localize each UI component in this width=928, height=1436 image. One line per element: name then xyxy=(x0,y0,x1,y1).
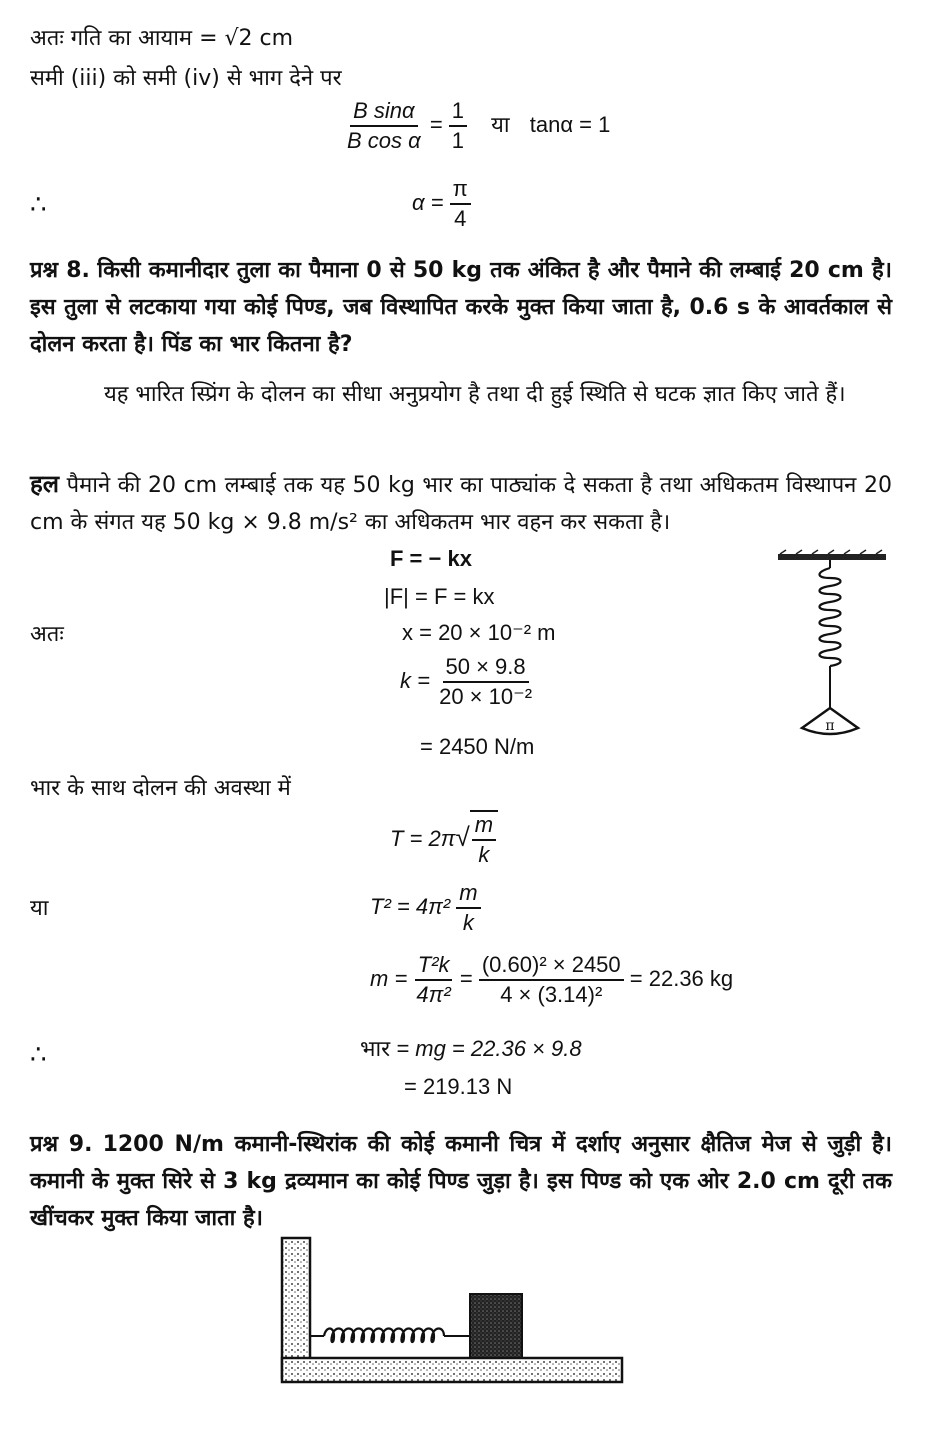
or-word-2: या xyxy=(30,896,49,921)
amplitude-line: अतः गति का आयाम = √2 cm xyxy=(30,26,294,51)
pi-over-4-fraction xyxy=(450,176,471,233)
mass-block xyxy=(470,1294,522,1358)
therefore-symbol-1: ∴ xyxy=(30,190,47,220)
bsin-bcos-fraction xyxy=(344,98,424,155)
fraction-denominator: B cos α xyxy=(347,128,421,154)
fraction-denominator: 1 xyxy=(451,128,465,154)
fraction-numerator: π xyxy=(450,176,471,205)
divide-equations-line: समी (iii) को समी (iv) से भाग देने पर xyxy=(30,66,342,91)
fraction-numerator: 50 × 9.8 xyxy=(443,654,529,683)
therefore-symbol-2: ∴ xyxy=(30,1040,47,1070)
period-equation: T = 2π√ $\frac{m}{k}$ xyxy=(390,810,498,869)
question-9 xyxy=(30,1126,892,1237)
equals-sign: = xyxy=(459,966,473,992)
one-over-one-fraction xyxy=(449,98,467,155)
ceiling-hatching xyxy=(780,550,882,554)
t2k-over-4pi2-fraction xyxy=(413,952,453,1009)
question-9-label: प्रश्न 9. xyxy=(30,1132,93,1157)
question-8-text: किसी कमानीदार तुला का पैमाना 0 से 50 kg तक अंकित है और पैमाने की लम्बाई 20 cm है। इस तुला से लटकाया गया कोई पिण्ड, जब विस्थापित करके मुक्त किया जाता है, 0.6 s के आवर्तकाल से दोलन करता है। पिंड का भार कितना है? xyxy=(30,258,893,357)
question-8-label: प्रश्न 8. xyxy=(30,258,90,283)
k-lhs: k = xyxy=(400,668,430,694)
force-vector-equation: F = − kx xyxy=(390,546,472,571)
fraction-numerator: 1 xyxy=(449,98,467,127)
m-over-k-fraction-2 xyxy=(456,880,480,937)
fraction-denominator: 4 × (3.14)² xyxy=(500,982,603,1008)
solution-label: हल xyxy=(30,470,60,498)
displacement-equation: x = 20 × 10⁻² m xyxy=(402,620,556,645)
k-fraction xyxy=(436,654,535,711)
question-9-text: 1200 N/m कमानी-स्थिरांक की कोई कमानी चित्र में दर्शाए अनुसार क्षैतिज मेज से जुड़ी है। कमानी के मुक्त सिरे से 3 kg द्रव्यमान का कोई पिण्ड जुड़ा है। इस पिण्ड को एक ओर 2.0 cm दूरी तक खींचकर मुक्त किया जाता है। xyxy=(30,1132,892,1231)
m-over-k-fraction xyxy=(472,812,496,869)
fraction-denominator: 20 × 10⁻² xyxy=(439,684,533,710)
hanging-spring-figure xyxy=(772,548,892,748)
fraction-numerator: m xyxy=(456,880,480,909)
numeric-mass-fraction xyxy=(479,952,624,1009)
fraction-numerator: B sinα xyxy=(350,98,417,127)
fraction-denominator: k xyxy=(462,910,474,936)
vertical-spring-coil xyxy=(820,568,841,666)
fraction-denominator: 4 xyxy=(454,206,467,232)
fraction-numerator: T²k xyxy=(415,952,453,981)
spring-constant-equation xyxy=(400,654,535,711)
fraction-numerator: m xyxy=(472,812,496,841)
question-8 xyxy=(30,252,892,363)
spring-constant-value: = 2450 N/m xyxy=(420,734,535,759)
tan-alpha-equation xyxy=(344,98,610,155)
period-squared-lhs: T² = 4π² xyxy=(370,894,451,920)
fraction-denominator: k xyxy=(478,842,490,868)
horizontal-spring-coil xyxy=(324,1329,444,1343)
horizontal-table xyxy=(282,1358,622,1382)
mass-lhs: m = xyxy=(370,966,408,992)
mass-result: = 22.36 kg xyxy=(629,966,734,992)
ceiling-support xyxy=(778,554,886,560)
horizontal-spring-figure xyxy=(278,1234,628,1386)
or-word: या xyxy=(491,112,510,138)
period-lhs: T = 2π xyxy=(390,826,456,852)
weight-result: = 219.13 N xyxy=(404,1074,513,1099)
solution-text: पैमाने की 20 cm लम्बाई तक यह 50 kg भार का पाठ्यांक दे सकता है तथा अधिकतम विस्थापन 20 cm के संगत यह 50 kg × 9.8 m/s² का अधिकतम भार वहन कर सकता है। xyxy=(30,473,892,535)
solution-paragraph xyxy=(30,466,892,541)
fraction-denominator: 4π² xyxy=(416,982,451,1008)
period-squared-equation xyxy=(370,880,481,937)
hint-text: यह भारित स्प्रिंग के दोलन का सीधा अनुप्रयोग है तथा दी हुई स्थिति से घटक ज्ञात किए जाते हैं। xyxy=(104,382,846,407)
wall-table-joint xyxy=(308,1360,312,1378)
weight-equation xyxy=(360,1036,582,1062)
weight-expression: = mg = 22.36 × 9.8 xyxy=(396,1036,582,1061)
fraction-numerator: (0.60)² × 2450 xyxy=(479,952,624,981)
tan-alpha-result: tanα = 1 xyxy=(529,112,611,138)
hence-word: अतः xyxy=(30,622,64,647)
force-magnitude-equation: |F| = F = kx xyxy=(384,584,495,609)
pan-label: π xyxy=(825,718,835,734)
alpha-equation xyxy=(412,176,471,233)
equals-sign: = xyxy=(429,112,443,138)
alpha-lhs: α = xyxy=(412,190,444,216)
mass-equation xyxy=(370,952,733,1009)
oscillation-condition-line: भार के साथ दोलन की अवस्था में xyxy=(30,776,291,801)
weight-lhs: भार xyxy=(360,1036,391,1061)
